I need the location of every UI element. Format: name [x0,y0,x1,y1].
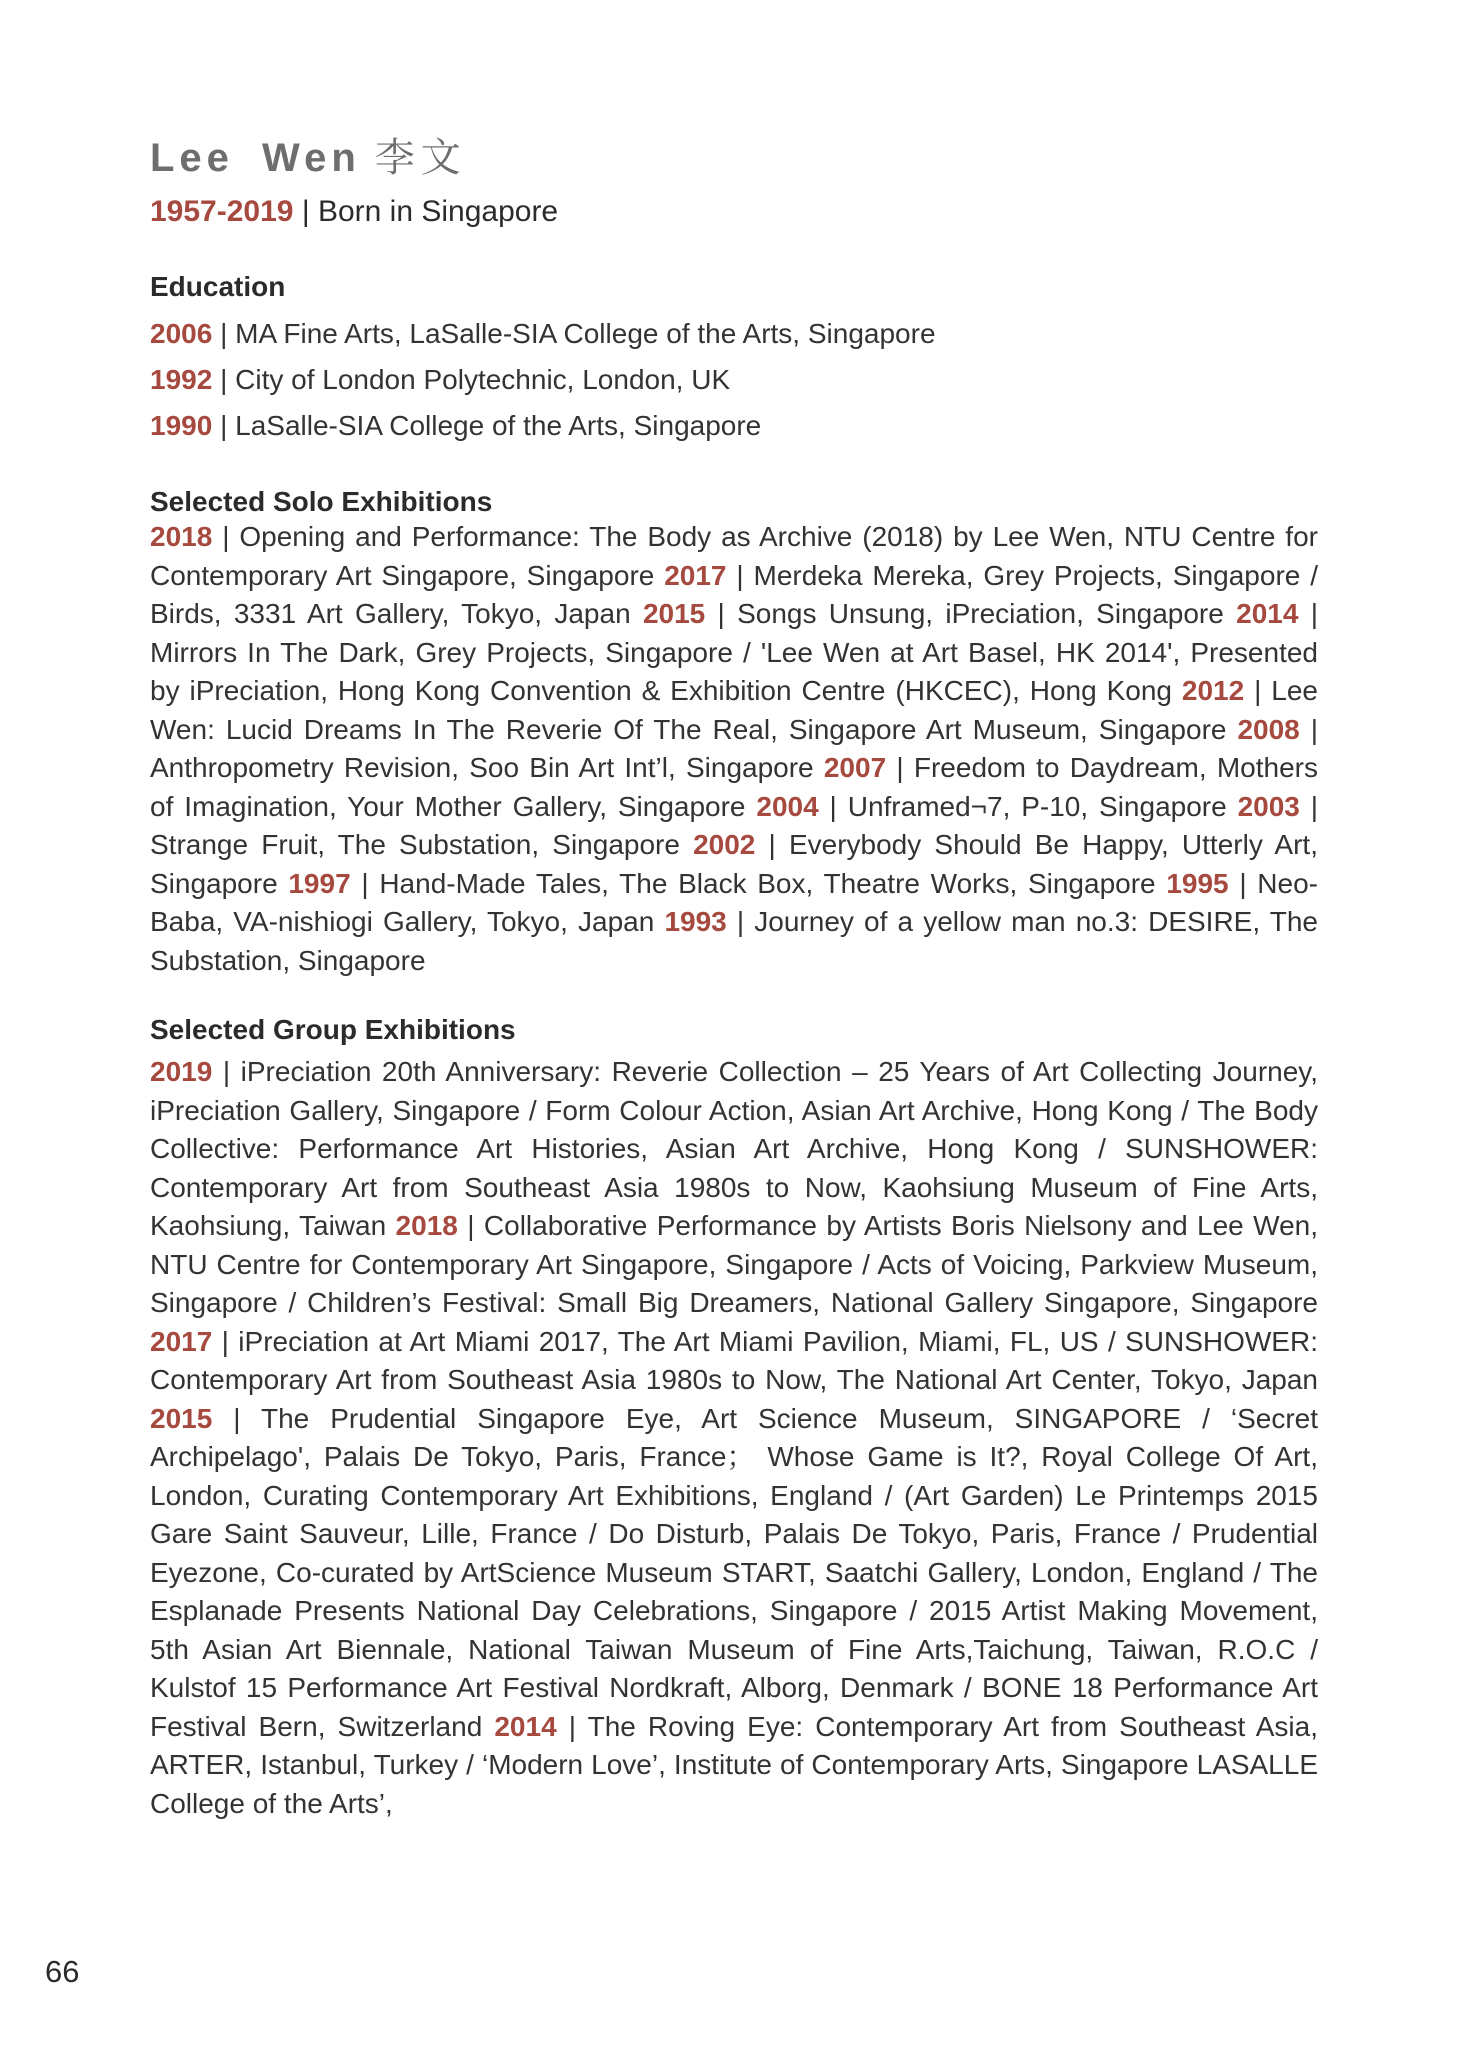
solo-exhibitions-section [150,486,1318,980]
entry-year: 1997 [288,867,351,899]
entry-separator: | [212,410,236,441]
lifespan-line [150,192,1318,232]
entry-year: 2017 [150,1325,213,1357]
entry-year: 1990 [150,410,213,441]
entry-year: 2008 [1237,713,1300,745]
entry-year: 2018 [395,1210,458,1241]
cv-content [150,136,1318,1823]
entry-text: Strange Fruit, The Substation, Singapore [150,829,680,860]
entry-text: Neo-Baba, VA-nishiogi Gallery, Tokyo, Japan [150,867,1318,937]
entry-year: 1995 [1166,867,1229,899]
lifespan-separator: | [301,195,310,228]
entry-year: 1993 [664,906,727,937]
entry-text: MA Fine Arts, LaSalle-SIA College of the Arts, Singapore [235,318,936,349]
entry-year: 2017 [664,559,727,591]
entry-separator: | [212,364,236,395]
artist-name-latin: Lee Wen [150,136,361,180]
entry-year: 2014 [1236,598,1299,629]
entry-text: Songs Unsung, iPreciation, Singapore [737,598,1224,629]
entry-text: Hand-Made Tales, The Black Box, Theatre Works, Singapore [379,867,1156,899]
entry-year: 2002 [693,829,756,860]
entry-year: 2007 [823,752,887,783]
entry-year: 1992 [150,364,213,395]
entry-year: 2015 [150,1402,213,1434]
entry-text: Anthropometry Revision, Soo Bin Art Int’l, Singapore [150,752,814,783]
lifespan-years: 1957-2019 [150,195,294,228]
entry-text: Everybody Should Be Happy, Utterly Art, Singapore [150,829,1318,899]
entry-year: 2006 [150,318,213,349]
entry-text: Freedom to Daydream, Mothers of Imagination, Your Mother Gallery, Singapore [150,752,1318,822]
entry-text: Unframed¬7, P-10, Singapore [847,790,1227,822]
entry-text: Lee Wen: Lucid Dreams In The Reverie Of The Real, Singapore Art Museum, Singapore [150,675,1318,745]
entry-year: 2012 [1181,675,1245,706]
entry-text: Merdeka Mereka, Grey Projects, Singapore / Birds, 3331 Art Gallery, Tokyo, Japan [150,559,1318,629]
entry-year: 2003 [1237,790,1300,822]
entry-text: Opening and Performance: The Body as Archive (2018) by Lee Wen, NTU Centre for Contemporary Art Singapore, Singapore [150,521,1318,591]
education-section [150,271,1318,449]
entry-year: 2015 [642,598,706,629]
entry-text: LaSalle-SIA College of the Arts, Singapore [235,410,762,441]
birthplace-text: Born in Singapore [317,195,559,228]
entry-text: iPreciation at Art Miami 2017, The Art Miami Pavilion, Miami, FL, US / SUNSHOWER: Contemporary Art from Southeast Asia 1980s to Now, The National Art Center, Tokyo, Japan [150,1325,1318,1395]
education-entry [150,403,1318,449]
artist-name [150,136,1318,180]
group-exhibitions-section [150,1014,1318,1823]
education-heading: Education [150,271,286,302]
entry-text: The Roving Eye: Contemporary Art from Southeast Asia, ARTER, Istanbul, Turkey / ‘Modern Love’, Institute of Contemporary Arts, Singapore LASALLE College of the Arts’, [150,1710,1319,1819]
entry-text: City of London Polytechnic, London, UK [235,364,731,395]
group-exhibitions-heading: Selected Group Exhibitions [150,1014,516,1045]
entry-separator: | [212,318,236,349]
solo-exhibitions-paragraph: 2018 | Opening and Performance: The Body as Archive (2018) by Lee Wen, NTU Centre for Contemporary Art Singapore, Singapore 2017 | Merdeka Mereka, Grey Projects, Singapore / Birds, 3331 Art Gallery, Tokyo, Japan 2015 | Songs Unsung, iPreciation, Singapore 2014 | Mirrors In The Dark, Grey Projects, Singapore / 'Lee Wen at Art Basel, HK 2014', Presented by iPreciation, Hong Kong Convention & Exhibition Centre (HKCEC), Hong Kong 2012 | Lee Wen: Lucid Dreams In The Reverie Of The Real, Singapore Art Museum, Singapore 2008 | Anthropometry Revision, Soo Bin Art Int’l, Singapore 2007 | Freedom to Daydream, Mothers of Imagination, Your Mother Gallery, Singapore 2004 | Unframed¬7, P-10, Singapore 2003 | Strange Fruit, The Substation, Singapore 2002 | Everybody Should Be Happy, Utterly Art, Singapore 1997 | Hand-Made Tales, The Black Box, Theatre Works, Singapore 1995 | Neo-Baba, VA-nishiogi Gallery, Tokyo, Japan 1993 | Journey of a yellow man no.3: DESIRE, The Substation, Singapore [150,521,1319,976]
solo-exhibitions-heading: Selected Solo Exhibitions [150,486,493,517]
entry-year: 2019 [150,1056,213,1087]
education-entries [150,311,1318,449]
entry-text: Collaborative Performance by Artists Boris Nielsony and Lee Wen, NTU Centre for Contemporary Art Singapore, Singapore / Acts of Voicing, Parkview Museum, Singapore / Children’s Festival: Small Big Dreamers, National Gallery Singapore, Singapore [150,1210,1318,1318]
group-exhibitions-paragraph: 2019 | iPreciation 20th Anniversary: Reverie Collection – 25 Years of Art Collecting Journey, iPreciation Gallery, Singapore / Form Colour Action, Asian Art Archive, Hong Kong / The Body Collective: Performance Art Histories, Asian Art Archive, Hong Kong / SUNSHOWER: Contemporary Art from Southeast Asia 1980s to Now, Kaohsiung Museum of Fine Arts, Kaohsiung, Taiwan 2018 | Collaborative Performance by Artists Boris Nielsony and Lee Wen, NTU Centre for Contemporary Art Singapore, Singapore / Acts of Voicing, Parkview Museum, Singapore / Children’s Festival: Small Big Dreamers, National Gallery Singapore, Singapore 2017 | iPreciation at Art Miami 2017, The Art Miami Pavilion, Miami, FL, US / SUNSHOWER: Contemporary Art from Southeast Asia 1980s to Now, The National Art Center, Tokyo, Japan 2015 | The Prudential Singapore Eye, Art Science Museum, SINGAPORE / ‘Secret Archipelago', Palais De Tokyo, Paris, France； Whose Game is It?, Royal College Of Art, London, Curating Contemporary Art Exhibitions, England / (Art Garden) Le Printemps 2015 Gare Saint Sauveur, Lille, France / Do Disturb, Palais De Tokyo, Paris, France / Prudential Eyezone, Co-curated by ArtScience Museum START, Saatchi Gallery, London, England / The Esplanade Presents National Day Celebrations, Singapore / 2015 Artist Making Movement, 5th Asian Art Biennale, National Taiwan Museum of Fine Arts,Taichung, Taiwan, R.O.C / Kulstof 15 Performance Art Festival Nordkraft, Alborg, Denmark / BONE 18 Performance Art Festival Bern, Switzerland 2014 | The Roving Eye: Contemporary Art from Southeast Asia, ARTER, Istanbul, Turkey / ‘Modern Love’, Institute of Contemporary Arts, Singapore LASALLE College of the Arts’, [150,1056,1319,1819]
education-entry [150,357,1318,403]
entry-text: Journey of a yellow man no.3: DESIRE, The Substation, Singapore [150,906,1319,976]
entry-text: Mirrors In The Dark, Grey Projects, Singapore / 'Lee Wen at Art Basel, HK 2014', Presented by iPreciation, Hong Kong Convention & Exhibition Centre (HKCEC), Hong Kong [150,636,1318,706]
artist-name-cjk: 李文 [374,136,467,180]
entry-year: 2018 [150,521,213,552]
entry-year: 2004 [756,790,819,822]
page-number: 66 [45,1954,80,1989]
entry-text: iPreciation 20th Anniversary: Reverie Collection – 25 Years of Art Collecting Journey, iPreciation Gallery, Singapore / Form Colour Action, Asian Art Archive, Hong Kong / The Body Collective: Performance Art Histories, Asian Art Archive, Hong Kong / SUNSHOWER: Contemporary Art from Southeast Asia 1980s to Now, Kaohsiung Museum of Fine Arts, Kaohsiung, Taiwan [150,1056,1318,1241]
entry-text: The Prudential Singapore Eye, Art Science Museum, SINGAPORE / ‘Secret Archipelago', Palais De Tokyo, Paris, France； Whose Game is It?, Royal College Of Art, London, Curating Contemporary Art Exhibitions, England / (Art Garden) Le Printemps 2015 Gare Saint Sauveur, Lille, France / Do Disturb, Palais De Tokyo, Paris, France / Prudential Eyezone, Co-curated by ArtScience Museum START, Saatchi Gallery, London, England / The Esplanade Presents National Day Celebrations, Singapore / 2015 Artist Making Movement, 5th Asian Art Biennale, National Taiwan Museum of Fine Arts,Taichung, Taiwan, R.O.C / Kulstof 15 Performance Art Festival Nordkraft, Alborg, Denmark / BONE 18 Performance Art Festival Bern, Switzerland [150,1402,1318,1742]
education-entry [150,311,1318,357]
entry-year: 2014 [494,1710,557,1742]
